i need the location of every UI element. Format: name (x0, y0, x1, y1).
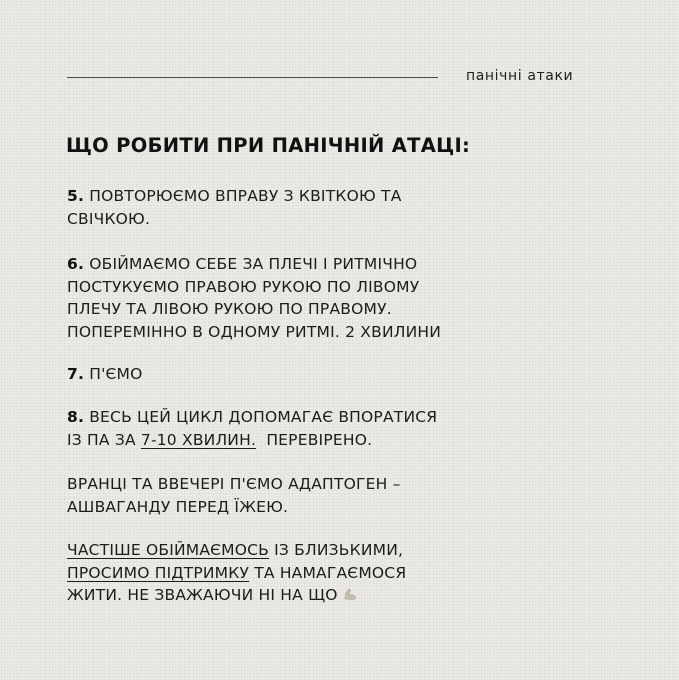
header-divider (67, 77, 438, 78)
step-number: 6. (67, 255, 85, 273)
support-highlight: ПРОСИМО ПІДТРИМКУ (67, 563, 250, 582)
step-6-line-2: ПОСТУКУЄМО ПРАВОЮ РУКОЮ ПО ЛІВОМУ (67, 277, 420, 296)
step-text: П'ЄМО (89, 365, 143, 383)
hug-highlight: ЧАСТІШЕ ОБІЙМАЄМОСЬ (67, 541, 270, 559)
step-number: 7. (67, 365, 85, 383)
step-text: ПЕРЕВІРЕНО. (256, 430, 373, 449)
step-number: 5. (67, 187, 85, 205)
closing-line-3 (67, 584, 627, 608)
closing-text: ТА НАМАГАЄМОСЯ (249, 563, 407, 582)
step-number: 8. (67, 408, 85, 426)
flexed-biceps-icon (343, 585, 357, 608)
step-8 (67, 406, 627, 451)
closing-text: ІЗ БЛИЗЬКИМИ, (269, 541, 404, 559)
adaptogen-line-2: АШВАГАНДУ ПЕРЕД ЇЖЕЮ. (67, 497, 289, 516)
step-5 (67, 185, 627, 230)
step-text: ОБІЙМАЄМО СЕБЕ ЗА ПЛЕЧІ І РИТМІЧНО (89, 255, 418, 273)
adaptogen-line-1: ВРАНЦІ ТА ВВЕЧЕРІ П'ЄМО АДАПТОГЕН – (67, 475, 401, 493)
closing-text: ЖИТИ. НЕ ЗВАЖАЮЧИ НІ НА ЩО (67, 586, 338, 604)
step-8-line-1 (67, 406, 627, 429)
step-6 (67, 253, 627, 343)
closing-line-1 (67, 539, 627, 562)
step-7 (67, 363, 627, 386)
duration-highlight: 7-10 ХВИЛИН. (140, 430, 257, 449)
page-title: ЩО РОБИТИ ПРИ ПАНІЧНІЙ АТАЦІ: (66, 134, 471, 157)
step-5-line-1 (67, 185, 627, 208)
topic-label: панічні атаки (466, 68, 574, 84)
step-6-line-3: ПЛЕЧУ ТА ЛІВОЮ РУКОЮ ПО ПРАВОМУ. (67, 300, 392, 318)
step-text: ІЗ ПА ЗА (67, 430, 141, 449)
adaptogen-note (67, 473, 627, 518)
step-7-line-1 (67, 363, 627, 386)
step-text: ВЕСЬ ЦЕЙ ЦИКЛ ДОПОМАГАЄ ВПОРАТИСЯ (89, 408, 438, 426)
step-5-line-2: СВІЧКОЮ. (67, 209, 151, 228)
step-text: ПОВТОРЮЄМО ВПРАВУ З КВІТКОЮ ТА (89, 187, 402, 205)
step-6-line-1 (67, 253, 627, 276)
step-6-line-4: ПОПЕРЕМІННО В ОДНОМУ РИТМІ. 2 ХВИЛИНИ (67, 322, 442, 341)
closing-note (67, 539, 627, 608)
closing-line-2 (67, 562, 627, 585)
step-8-line-2 (67, 429, 627, 452)
